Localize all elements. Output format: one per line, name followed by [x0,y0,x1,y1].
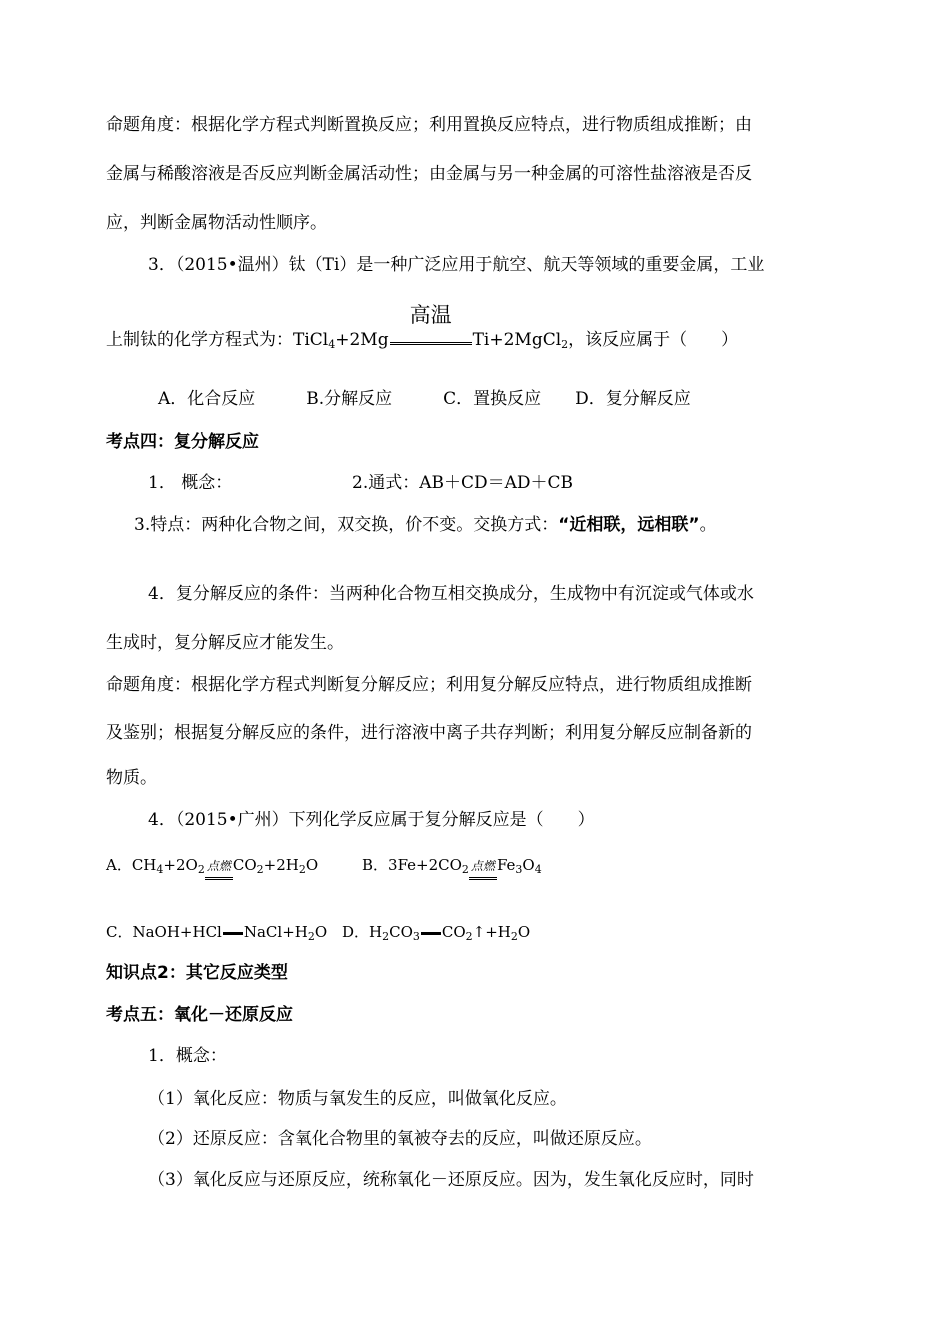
feature-line [134,513,717,537]
option-text: CO [232,856,257,874]
question-3-options: A．化合反应 B.分解反应 C．置换反应 D．复分解反应 [158,389,691,409]
feature-emphasis: “近相联，远相联” [558,515,700,535]
subscript: 4 [328,338,336,351]
option-a [106,853,318,878]
option-b [362,853,542,878]
option-text: A．CH [106,856,157,874]
option-text: D．H [342,923,383,941]
reaction-condition: 点燃 [469,854,497,878]
option-text: +2H [263,856,299,874]
question-3-stem: 3．（2015•温州）钛（Ti）是一种广泛应用于航空、航天等领域的重要金属，工业 [148,255,765,275]
reaction-condition: 高温 [409,303,452,327]
section-title: 考点四：复分解反应 [106,432,259,452]
definition-item: （3）氧化反应与还原反应，统称氧化－还原反应。因为，发生氧化反应时，同时 [148,1170,754,1190]
option-text: O [517,923,531,941]
paragraph-line: 及鉴别；根据复分解反应的条件，进行溶液中离子共存判断；利用复分解反应制备新的 [106,723,752,743]
paragraph-line: 物质。 [106,768,157,788]
subscript: 2 [256,863,264,876]
option-text: CO [389,923,413,941]
paragraph-line: 金属与稀酸溶液是否反应判断金属活动性；由金属与另一种金属的可溶性盐溶液是否反 [106,164,752,184]
subscript: 4 [156,863,164,876]
paragraph-line: 命题角度：根据化学方程式判断置换反应；利用置换反应特点，进行物质组成推断；由 [106,115,752,135]
subscript: 2 [298,863,306,876]
question-4-stem: 4．（2015•广州）下列化学反应属于复分解反应是（ ） [148,810,595,830]
general-formula: 2.通式：AB＋CD＝AD＋CB [352,473,574,493]
section-title: 考点五：氧化－还原反应 [106,1005,293,1025]
feature-text: 3.特点：两种化合物之间，双交换，价不变。交换方式： [134,515,559,535]
reaction-equals-sign [223,932,243,935]
subscript: 2 [461,863,469,876]
option-text: +2O [163,856,198,874]
concept-line: 1． 概念： [148,473,233,493]
subscript: 4 [534,863,542,876]
paragraph-line: 命题角度：根据化学方程式判断复分解反应；利用复分解反应特点，进行物质组成推断 [106,675,752,695]
definition-item: （2）还原反应：含氧化合物里的氧被夺去的反应，叫做还原反应。 [148,1129,652,1149]
knowledge-point-title: 知识点2：其它反应类型 [106,963,288,983]
condition-line: 生成时，复分解反应才能发生。 [106,633,344,653]
feature-text-end: 。 [699,515,717,535]
option-text: O [522,856,535,874]
equation-text: Ti+2MgCl [472,330,562,350]
option-text: NaCl+H [243,923,308,941]
condition-line: 4．复分解反应的条件：当两种化合物互相交换成分，生成物中有沉淀或气体或水 [148,584,754,604]
subscript: 2 [561,338,569,351]
subscript: 2 [197,863,205,876]
option-text: O [314,923,328,941]
subscript: 2 [382,930,390,943]
paragraph-line: 应，判断金属物活动性顺序。 [106,213,327,233]
definition-item: （1）氧化反应：物质与氧发生的反应，叫做氧化反应。 [148,1089,567,1109]
subscript: 2 [465,930,473,943]
concept-line: 1．概念： [148,1046,227,1066]
equation-text: ，该反应属于（ ） [568,330,739,350]
reaction-condition: 点燃 [205,854,233,878]
subscript: 2 [510,930,518,943]
equation-text: 上制钛的化学方程式为：TiCl [106,330,329,350]
option-text: CO [441,923,466,941]
subscript: 3 [412,930,420,943]
equation-text: +2Mg [335,330,389,350]
option-text: Fe [496,856,516,874]
subscript: 3 [515,863,523,876]
reaction-equals-sign [421,932,441,935]
option-text: B．3Fe+2CO [362,856,462,874]
question-3-equation [106,303,739,352]
option-c [106,920,327,944]
option-text: C．NaOH+HCl [106,923,222,941]
subscript: 2 [307,930,315,943]
option-d [342,920,530,944]
reaction-equals-sign [390,303,472,345]
option-text: ↑+H [472,923,511,941]
option-text: O [305,856,319,874]
